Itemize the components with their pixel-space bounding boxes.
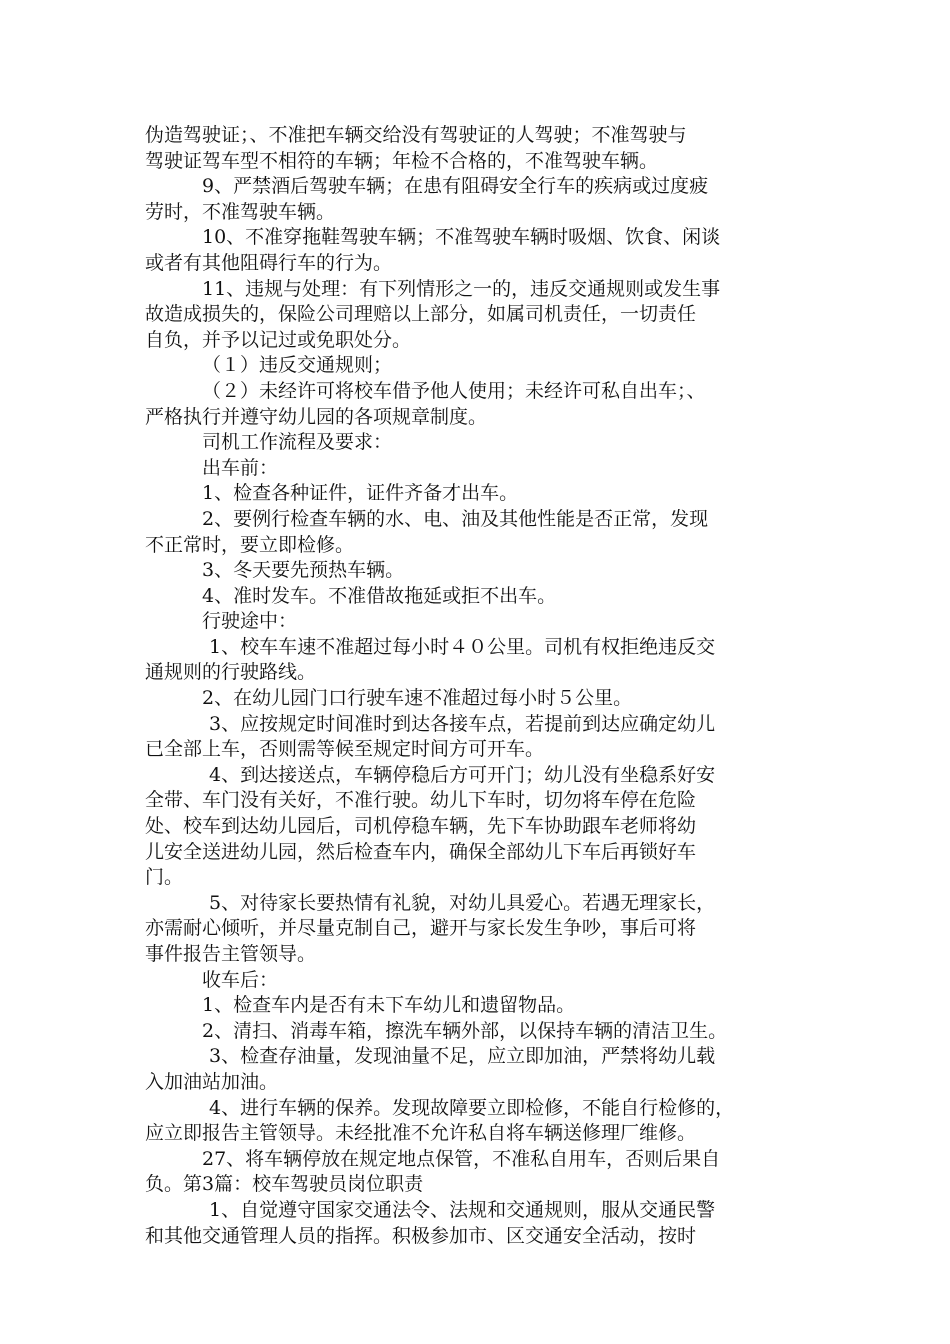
text-line: 1、自觉遵守国家交通法令、法规和交通规则，服从交通民警 xyxy=(209,1198,716,1221)
text-line: 4、到达接送点，车辆停稳后方可开门；幼儿没有坐稳系好安 xyxy=(209,763,716,786)
text-line: 收车后： xyxy=(202,968,279,991)
text-line: 应立即报告主管领导。未经批准不允许私自将车辆送修理厂维修。 xyxy=(145,1122,697,1145)
text-line: 行驶途中： xyxy=(202,610,298,633)
text-line: 11、违规与处理：有下列情形之一的，违反交通规则或发生事 xyxy=(202,277,721,300)
text-line: 4、进行车辆的保养。发现故障要立即检修，不能自行检修的， xyxy=(209,1096,735,1119)
text-line: 亦需耐心倾听，并尽量克制自己，避开与家长发生争吵，事后可将 xyxy=(145,917,697,940)
text-line: 2、清扫、消毒车箱，擦洗车辆外部，以保持车辆的清洁卫生。 xyxy=(202,1019,728,1042)
text-line: 事件报告主管领导。 xyxy=(145,943,317,965)
text-line: 1、检查各种证件，证件齐备才出车。 xyxy=(202,482,519,505)
text-line: 严格执行并遵守幼儿园的各项规章制度。 xyxy=(145,405,488,428)
text-line: 4、准时发车。不准借故拖延或拒不出车。 xyxy=(202,584,557,607)
text-line: 3、应按规定时间准时到达各接车点，若提前到达应确定幼儿 xyxy=(209,712,716,735)
document-body xyxy=(145,123,810,1249)
text-line: 已全部上车，否则需等候至规定时间方可开车。 xyxy=(145,738,545,761)
text-line: 故造成损失的，保险公司理赔以上部分，如属司机责任，一切责任 xyxy=(145,303,697,326)
text-line: 5、对待家长要热情有礼貌，对幼儿具爱心。若遇无理家长， xyxy=(209,891,716,914)
text-line: 和其他交通管理人员的指挥。积极参加市、区交通安全活动，按时 xyxy=(145,1224,697,1247)
text-line: 自负，并予以记过或免职处分。 xyxy=(145,328,412,351)
text-line: 伪造驾驶证；、不准把车辆交给没有驾驶证的人驾驶；不准驾驶与 xyxy=(145,124,687,146)
text-line: 1、检查车内是否有未下车幼儿和遗留物品。 xyxy=(202,994,576,1017)
text-line: 10、不准穿拖鞋驾驶车辆；不准驾驶车辆时吸烟、饮食、闲谈 xyxy=(202,226,721,249)
text-line: 全带、车门没有关好，不准行驶。幼儿下车时，切勿将车停在危险 xyxy=(145,789,697,812)
text-line: 处、校车到达幼儿园后，司机停稳车辆，先下车协助跟车老师将幼 xyxy=(145,815,697,838)
text-line: 2、要例行检查车辆的水、电、油及其他性能是否正常，发现 xyxy=(202,507,709,530)
text-line: 门。 xyxy=(145,866,184,889)
text-line: 3、检查存油量，发现油量不足，应立即加油，严禁将幼儿载 xyxy=(209,1045,716,1068)
text-line: 或者有其他阻碍行车的行为。 xyxy=(145,251,393,274)
text-line: 劳时，不准驾驶车辆。 xyxy=(145,200,336,223)
text-line: 2、在幼儿园门口行驶车速不准超过每小时５公里。 xyxy=(202,687,633,710)
text-line: 入加油站加油。 xyxy=(145,1070,279,1093)
text-line: 3、冬天要先预热车辆。 xyxy=(202,559,405,582)
text-line: 儿安全送进幼儿园，然后检查车内，确保全部幼儿下车后再锁好车 xyxy=(145,840,697,863)
text-line: 27、将车辆停放在规定地点保管，不准私自用车，否则后果自 xyxy=(202,1147,721,1170)
text-line: （１）违反交通规则； xyxy=(202,354,393,377)
text-line: （２）未经许可将校车借予他人使用；未经许可私自出车；、 xyxy=(202,379,706,402)
text-line: 负。第3篇：校车驾驶员岗位职责 xyxy=(145,1173,424,1196)
text-line: 9、严禁酒后驾驶车辆；在患有阻碍安全行车的疾病或过度疲 xyxy=(202,175,709,198)
text-line: 1、校车车速不准超过每小时４０公里。司机有权拒绝违反交 xyxy=(209,635,716,658)
text-line: 不正常时，要立即检修。 xyxy=(145,533,355,556)
text-line: 司机工作流程及要求： xyxy=(202,431,393,454)
text-line: 出车前： xyxy=(202,456,279,479)
text-line: 通规则的行驶路线。 xyxy=(145,661,317,684)
text-line: 驾驶证驾车型不相符的车辆；年检不合格的，不准驾驶车辆。 xyxy=(145,149,659,172)
